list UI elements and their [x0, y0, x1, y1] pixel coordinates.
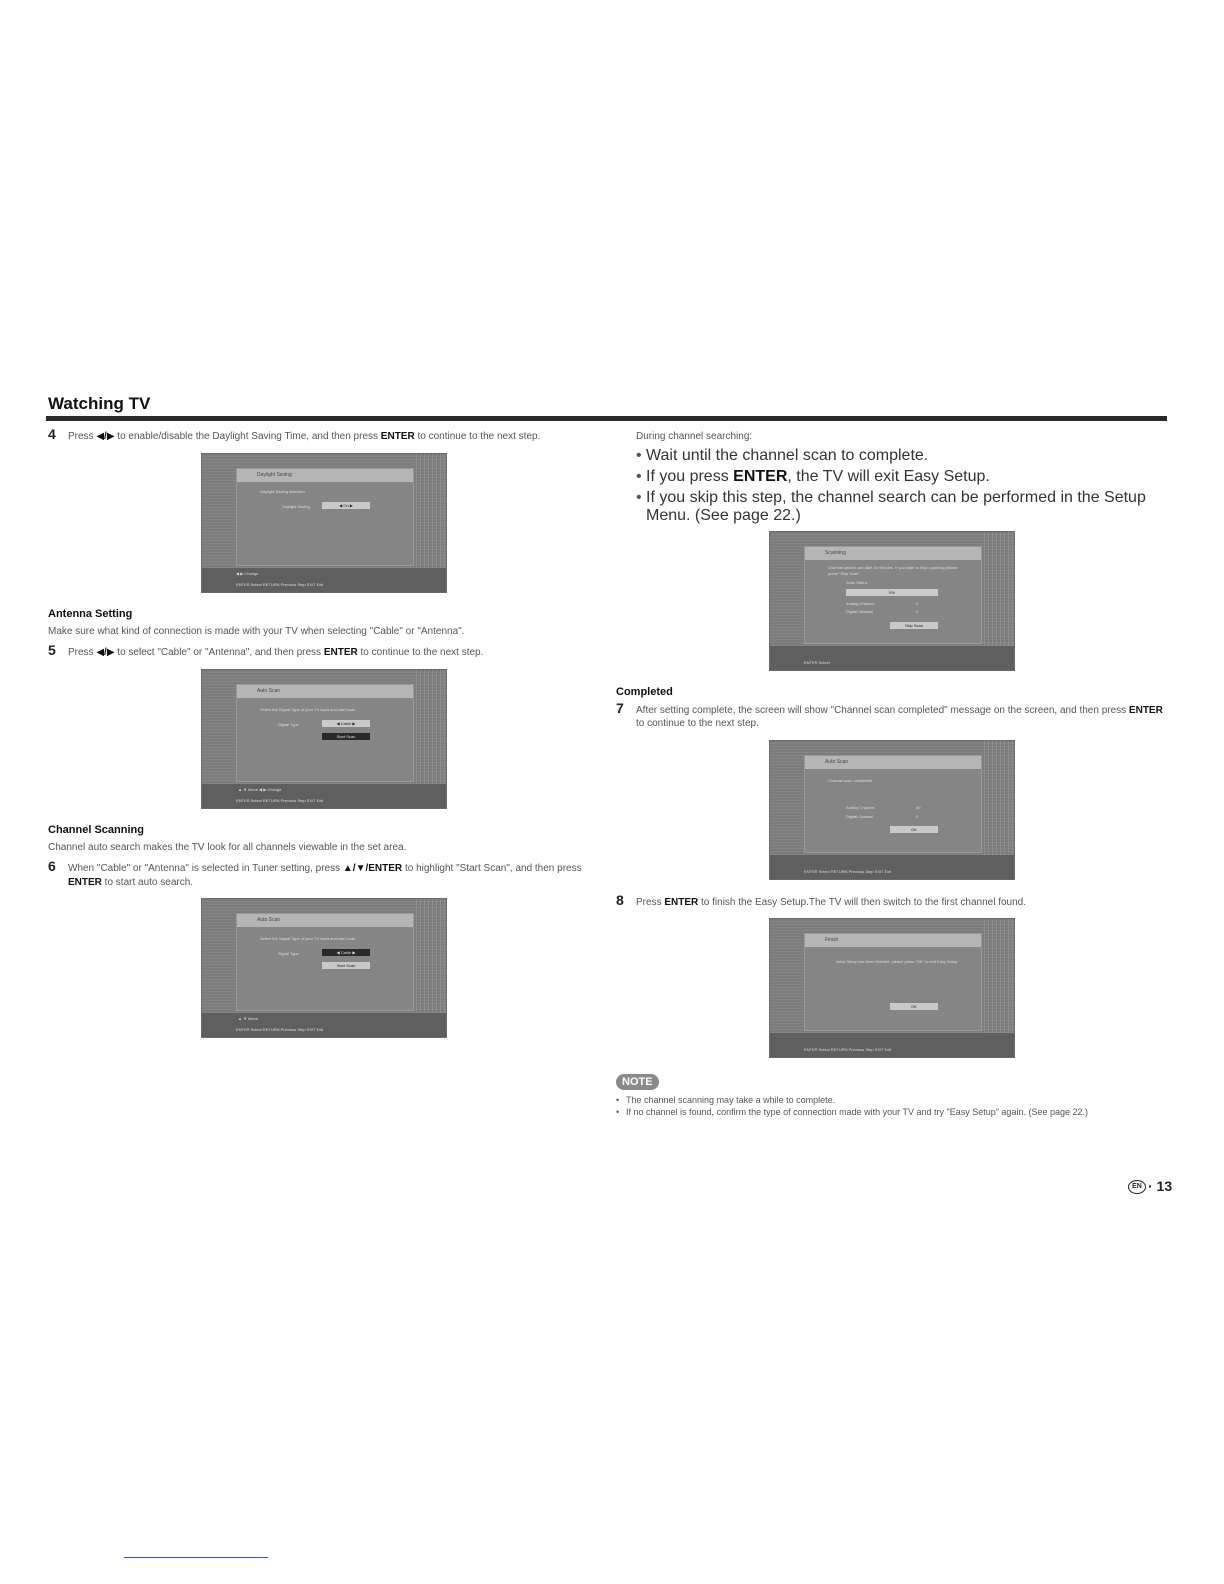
screen-title: Auto Scan: [237, 914, 413, 927]
section-title: Watching TV: [48, 394, 151, 413]
note-block: [616, 1072, 1172, 1118]
completed-heading: Completed: [616, 685, 673, 698]
arrow-keys-icon: ▲/▼/: [342, 863, 369, 874]
scan-progress-bar: 0%: [846, 589, 938, 596]
step-5: 5 Press ◀/▶ to select "Cable" or "Antenna", and then press ENTER to continue to the next step.: [48, 642, 484, 658]
antenna-setting-desc: Make sure what kind of connection is made with your TV when selecting "Cable" or "Antenna".: [48, 625, 465, 637]
screen-scanning: Scanning Channel search can take 30 minutes. If you want to stop scanning please press "Skip Scan". Scan Status 0% Analog Channel 0 Digital Channel 0 Skip Scan ENTER Select: [769, 531, 1015, 671]
option-selector: ◀ On ▶: [322, 502, 370, 509]
option-selector: ◀ Cable ▶: [322, 720, 370, 727]
step-number: 8: [616, 891, 624, 908]
step-8: 8 Press ENTER to finish the Easy Setup.The TV will then switch to the first channel found.: [616, 891, 1027, 908]
language-badge: EN: [1128, 1180, 1146, 1194]
step-6: 6 When "Cable" or "Antenna" is selected in Tuner setting, press ▲/▼/ENTER to highlight "Start Scan", and then press ENTER to start auto search.: [48, 858, 582, 888]
start-scan-button: Start Scan: [322, 962, 370, 969]
screen-title: Scanning: [805, 547, 981, 560]
note-item: • The channel scanning may take a while to complete.: [616, 1094, 1172, 1106]
right-column: [616, 430, 1172, 1118]
note-item: • If no channel is found, confirm the type of connection made with your TV and try "Easy Setup" again. (See page 22.): [616, 1106, 1172, 1118]
arrow-keys-icon: ◀/▶: [96, 647, 115, 658]
skip-scan-button: Skip Scan: [890, 622, 938, 629]
screen-auto-scan: Auto Scan Select the Signal Type of your TV input and start scan. Signal Type ◀ Cable ▶ Start Scan ▲ ▼ Move ◀ ▶ Change ENTER Select RETURN Previous Step EXIT Exit: [201, 669, 447, 809]
ok-button: OK: [890, 826, 938, 833]
step-7: 7 After setting complete, the screen will show "Channel scan completed" message on the screen, and then press ENTER to continue to the next step.: [616, 699, 1163, 729]
start-scan-button: Start Scan: [322, 733, 370, 740]
screen-title: Daylight Saving: [237, 469, 413, 482]
screen-auto-scan-start: Auto Scan Select the Signal Type of your TV input and start scan. Signal Type ◀ Cable ▶ Start Scan ▲ ▼ Move ENTER Select RETURN Previous Step EXIT Exit: [201, 898, 447, 1038]
antenna-setting-heading: Antenna Setting: [48, 607, 133, 620]
arrow-keys-icon: ◀/▶: [96, 431, 115, 442]
bullet-item: • If you skip this step, the channel search can be performed in the Setup Menu. (See page 22.): [616, 489, 1172, 525]
page-number: EN · 13: [1128, 1178, 1172, 1194]
channel-scanning-desc: Channel auto search makes the TV look for all channels viewable in the set area.: [48, 841, 407, 853]
bullet-item: • Wait until the channel scan to complete.: [616, 447, 1172, 465]
screen-title: Auto Scan: [805, 756, 981, 769]
option-selector: ◀ Cable ▶: [322, 949, 370, 956]
screen-title: Finish: [805, 934, 981, 947]
channel-scanning-heading: Channel Scanning: [48, 823, 144, 836]
bullet-item: • If you press ENTER, the TV will exit Easy Setup.: [616, 468, 1172, 486]
step-number: 7: [616, 699, 624, 716]
screen-daylight-saving: Daylight Saving Daylight Saving selection Daylight Saving ◀ On ▶ ◀ ▶ Change ENTER Select RETURN Previous Step EXIT Exit: [201, 453, 447, 593]
step-number: 4: [48, 426, 56, 442]
ok-button: OK: [890, 1003, 938, 1010]
during-searching: During channel searching:: [636, 431, 753, 442]
screen-title: Auto Scan: [237, 685, 413, 698]
step-4: 4 Press ◀/▶ to enable/disable the Daylight Saving Time, and then press ENTER to continue to the next step.: [48, 426, 541, 442]
screen-finish: Finish Initial Setup has been finished. please press "OK" to exit Easy Setup. OK ENTER Select RETURN Previous Step EXIT Exit: [769, 918, 1015, 1058]
step-number: 5: [48, 642, 56, 658]
footer-link-line: [124, 1557, 268, 1558]
step-number: 6: [48, 858, 56, 874]
left-column: [48, 426, 604, 1038]
section-rule: [46, 416, 1167, 421]
note-badge: NOTE: [616, 1074, 659, 1090]
screen-scan-completed: Auto Scan Channel scan completed. Analog Channel 69 Digital Channel 0 OK ENTER Select RETURN Previous Step EXIT Exit: [769, 740, 1015, 880]
